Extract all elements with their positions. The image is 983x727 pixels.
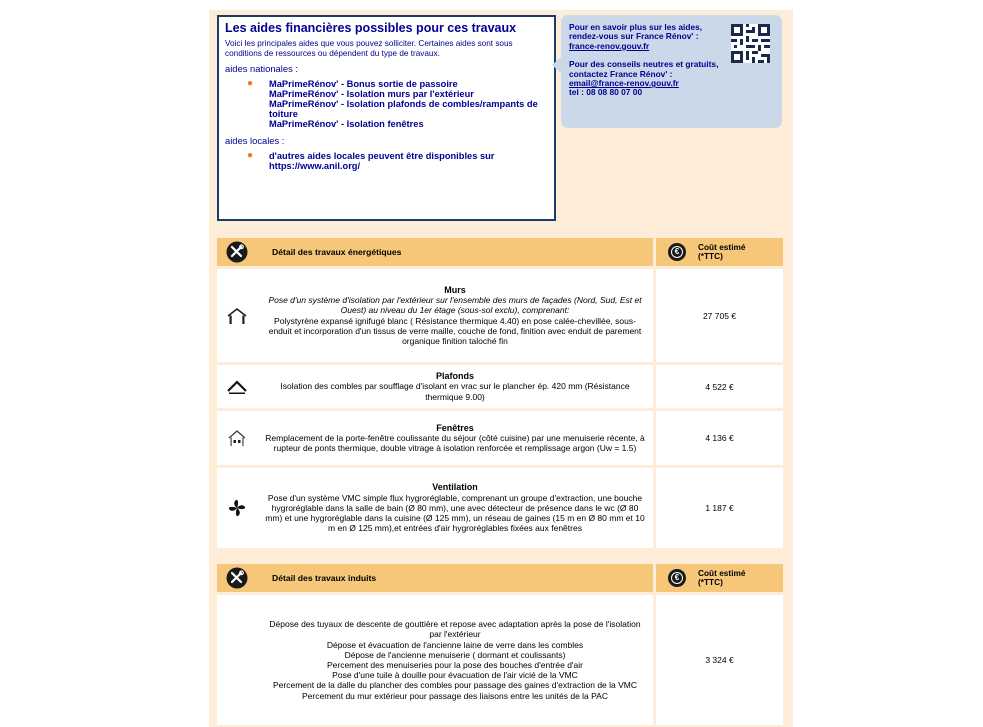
- table-row: Dépose des tuyaux de descente de gouttière et repose avec adaptation après la pose de l'isolation par l'extérieur Dépose et évacuation de l'ancienne laine de verre dans les combles Dépose de l'ancienne menuiserie ( dormant et coulissants) Percement des menuiseries pour la pose des bouches d'entrée d'air Pose d'une tuile à douille pour évacuation de l'air vicié de la VMC Percement de la dalle du plancher des combles pour passage des gaines d'extraction de la VMC Percement du mur extérieur pour passage des liaisons entre les unités de la PAC 3 324 €: [217, 595, 783, 725]
- cost-header: Coût estimé (*TTC): [698, 568, 746, 587]
- table-row: Ventilation Pose d'un système VMC simple flux hygroréglable, comprenant un groupe d'extraction, une bouche hygroréglable dans la salle de bain (Ø 80 mm), une avec détecteur de présence dans le wc (Ø 80 mm) et une hygroréglable dans la cuisine (Ø 125 mm), un réseau de gaines (15 m en Ø 80 mm et 10 m en Ø 125 mm),et entrées d'air hygroréglables fixées aux fenêtres 1 187 €: [217, 468, 783, 548]
- national-label: aides nationales :: [225, 63, 298, 74]
- table-row: Plafonds Isolation des combles par soufflage d'isolant en vrac sur le plancher ép. 420 mm (Résistance thermique 9.00) 4 522 €: [217, 365, 783, 408]
- cost-value: 4 522 €: [653, 365, 783, 408]
- cost-value: 27 705 €: [653, 269, 783, 362]
- list-item: ● d'autres aides locales peuvent être disponibles sur https://www.anil.org/: [247, 150, 495, 171]
- tools-icon: [217, 567, 257, 589]
- cost-value: 4 136 €: [653, 411, 783, 465]
- table-row: Murs Pose d'un système d'isolation par l'extérieur sur l'ensemble des murs de façades (Nord, Sud, Est et Ouest) au niveau du 1er étage (sous-sol exclu), comprenant: Polystyrène expansé ignifugé blanc ( Résistance thermique 4.40) en pose calée-chevillée, sous-enduit et incorporation d'un tissus de verre maille, couche de fond, finition avec enduit de parement organique finition taloché fin 27 705 €: [217, 269, 783, 362]
- euro-icon: €: [668, 569, 686, 587]
- table-title: Détail des travaux énergétiques: [272, 247, 402, 257]
- list-item: ● MaPrimeRénov' - Bonus sortie de passoire MaPrimeRénov' - Isolation murs par l'extérieur MaPrimeRénov' - Isolation plafonds de combles/rampants de toiture MaPrimeRénov' - Isolation fenêtres: [247, 78, 538, 129]
- cost-value: 3 324 €: [653, 595, 783, 725]
- cost-value: 1 187 €: [653, 468, 783, 548]
- cost-header: Coût estimé (*TTC): [698, 242, 746, 261]
- phone-number: tel : 08 08 80 07 00: [569, 87, 643, 98]
- table-header: [217, 238, 783, 266]
- local-label: aides locales :: [225, 135, 285, 146]
- roof-icon: [217, 365, 257, 408]
- fan-icon: [217, 468, 257, 548]
- local-list: [247, 151, 548, 171]
- france-renov-link[interactable]: france-renov.gouv.fr: [569, 40, 650, 51]
- aides-intro: Voici les principales aides que vous pouvez solliciter. Certaines aides sont sous conditions de ressources ou dépendent du type de travaux.: [225, 39, 513, 58]
- induced-works-table: [217, 564, 783, 725]
- qr-code-icon[interactable]: [731, 24, 770, 63]
- window-house-icon: [217, 411, 257, 465]
- wall-house-icon: [217, 269, 257, 362]
- tools-icon: [217, 241, 257, 263]
- bullet-icon: ●: [247, 150, 254, 161]
- email-link[interactable]: email@france-renov.gouv.fr: [569, 78, 679, 89]
- national-list: [247, 79, 548, 129]
- table-title: Détail des travaux induits: [272, 573, 377, 583]
- info-callout: Pour en savoir plus sur les aides, rendez-vous sur France Rénov' : france-renov.gouv.fr Pour des conseils neutres et gratuits, contactez France Rénov' : email@france-renov.gouv.fr tel : 08 08 80 07 00: [561, 15, 782, 128]
- callout-arrow: [552, 57, 561, 73]
- bullet-icon: ●: [247, 78, 254, 89]
- table-row: Fenêtres Remplacement de la porte-fenêtre coulissante du séjour (côté cuisine) par une menuiserie récente, à rupteur de ponts thermique, double vitrage à isolation renforcée et remplissage argon (Uw = 1.5) 4 136 €: [217, 411, 783, 465]
- energetic-works-table: [217, 238, 783, 548]
- aides-title: Les aides financières possibles pour ces travaux: [225, 21, 517, 35]
- euro-icon: €: [668, 243, 686, 261]
- aides-box: [217, 15, 556, 221]
- table-header: [217, 564, 783, 592]
